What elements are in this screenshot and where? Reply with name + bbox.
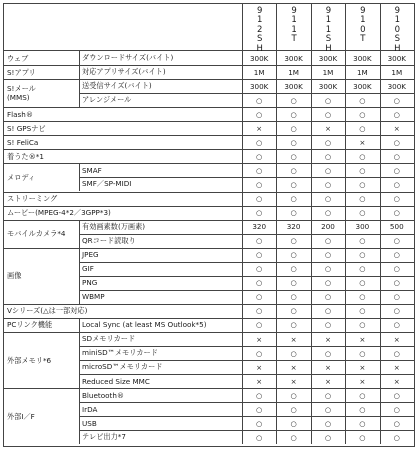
table-cell: 300K xyxy=(249,53,269,63)
table-cell: × xyxy=(324,362,331,372)
table-cell: ○ xyxy=(324,250,332,260)
table-cell: ○ xyxy=(256,264,263,274)
row-sublabel: アレンジメール xyxy=(82,95,132,105)
table-cell: × xyxy=(324,123,331,133)
row-category xyxy=(4,149,242,163)
table-cell: ○ xyxy=(393,194,400,204)
table-cell: ○ xyxy=(290,264,297,274)
row-sublabel: Reduced Size MMC xyxy=(82,376,150,386)
table-cell: ○ xyxy=(359,236,366,246)
table-cell: ○ xyxy=(393,137,400,147)
table-cell: 300K xyxy=(353,81,372,91)
model-char: 0 xyxy=(394,24,400,35)
table-cell: ○ xyxy=(290,292,297,302)
model-char: H xyxy=(325,43,332,54)
row-sublabel: 対応アプリサイズ(バイト) xyxy=(82,67,166,77)
table-cell: ○ xyxy=(324,95,332,105)
table-cell: 300K xyxy=(284,81,303,91)
model-char: 0 xyxy=(360,24,366,35)
table-cell: × xyxy=(256,362,263,372)
table-cell: ○ xyxy=(359,292,366,302)
table-cell: ○ xyxy=(359,151,366,161)
row-category xyxy=(4,332,79,388)
table-cell: × xyxy=(290,362,297,372)
table-cell: ○ xyxy=(290,194,297,204)
table-cell: ○ xyxy=(324,194,332,204)
table-cell: ○ xyxy=(256,432,263,442)
table-cell: ○ xyxy=(324,320,332,330)
table-cell: ○ xyxy=(393,418,400,428)
table-cell: 1M xyxy=(391,67,403,77)
table-cell: ○ xyxy=(393,278,400,288)
model-header xyxy=(311,4,345,54)
table-cell: ○ xyxy=(359,208,366,218)
table-cell: ○ xyxy=(324,432,332,442)
table-cell: 1M xyxy=(288,67,299,77)
table-cell: ○ xyxy=(256,390,263,400)
row-sublabel: テレビ出力*7 xyxy=(82,432,126,442)
table-cell: ○ xyxy=(359,418,366,428)
table-cell: ○ xyxy=(290,306,297,316)
table-cell: 300 xyxy=(355,222,370,232)
row-sublabel: 有効画素数(万画素) xyxy=(82,221,146,231)
model-header xyxy=(276,4,310,50)
model-char: 1 xyxy=(325,15,332,26)
table-cell: ○ xyxy=(393,165,400,175)
table-cell: 300K xyxy=(284,53,303,63)
model-char: S xyxy=(256,34,263,45)
category-text: ムービー(MPEG-4*2／3GPP*3) xyxy=(7,208,111,218)
table-cell: × xyxy=(290,376,297,386)
table-cell: 300K xyxy=(353,53,372,63)
table-cell: 300K xyxy=(387,81,406,91)
table-cell: ○ xyxy=(290,236,297,246)
category-text: S!メール xyxy=(7,84,36,94)
row-category xyxy=(4,65,79,79)
table-cell: 1M xyxy=(322,67,334,77)
table-cell: × xyxy=(393,123,400,133)
table-cell: ○ xyxy=(290,95,297,105)
table-cell: ○ xyxy=(393,109,400,119)
table-cell: × xyxy=(290,334,297,344)
table-cell: ○ xyxy=(324,418,332,428)
table-cell: ○ xyxy=(393,208,400,218)
model-char: 2 xyxy=(256,24,263,35)
table-cell: ○ xyxy=(290,348,297,358)
table-cell: ○ xyxy=(256,348,263,358)
row-category xyxy=(4,388,79,444)
row-sublabel: QRコード読取り xyxy=(82,235,136,245)
table-cell: ○ xyxy=(359,123,366,133)
row-category xyxy=(4,79,79,107)
row-sublabel: IrDA xyxy=(82,404,98,414)
table-cell: ○ xyxy=(359,306,366,316)
row-category xyxy=(4,121,242,135)
table-cell: 320 xyxy=(286,222,301,232)
table-cell: ○ xyxy=(393,306,400,316)
table-cell: ○ xyxy=(393,236,400,246)
table-cell: ○ xyxy=(359,109,366,119)
table-cell: ○ xyxy=(359,250,366,260)
row-category xyxy=(4,206,242,220)
row-category xyxy=(4,192,242,206)
table-cell: ○ xyxy=(290,432,297,442)
row-category xyxy=(4,107,242,121)
model-char: 1 xyxy=(360,15,366,26)
table-cell: ○ xyxy=(359,278,366,288)
category-text: (MMS) xyxy=(7,93,30,103)
row-sublabel: Local Sync (at least MS Outlook*5) xyxy=(82,320,207,330)
category-text: Flash® xyxy=(7,109,34,119)
model-char: 9 xyxy=(256,6,263,16)
row-category xyxy=(4,135,242,149)
table-cell: ○ xyxy=(290,404,297,414)
table-cell: × xyxy=(359,362,366,372)
header-blank xyxy=(4,4,242,50)
table-cell: 300K xyxy=(318,53,338,63)
table-cell: ○ xyxy=(324,151,332,161)
row-sublabel: SMAF xyxy=(82,165,102,175)
model-char: S xyxy=(394,34,400,45)
table-cell: ○ xyxy=(393,95,400,105)
row-sublabel: Bluetooth® xyxy=(82,390,125,400)
model-char: T xyxy=(291,34,297,45)
row-sublabel: SMF／SP-MIDI xyxy=(82,179,132,189)
table-cell: ○ xyxy=(324,404,332,414)
table-cell: 300K xyxy=(249,81,269,91)
category-text: 画像 xyxy=(7,271,22,281)
table-cell: ○ xyxy=(290,418,297,428)
table-cell: ○ xyxy=(359,165,366,175)
table-cell: × xyxy=(256,376,263,386)
category-text: PCリンク機能 xyxy=(7,320,53,330)
model-char: 1 xyxy=(291,15,297,26)
row-sublabel: PNG xyxy=(82,278,98,288)
table-cell: ○ xyxy=(359,194,366,204)
model-char: H xyxy=(394,43,401,54)
category-text: S! FeliCa xyxy=(7,137,39,147)
row-sublabel: microSD™メモリカード xyxy=(82,362,163,372)
table-cell: ○ xyxy=(393,151,400,161)
table-cell: × xyxy=(393,334,400,344)
table-cell: 320 xyxy=(252,222,267,232)
model-char: S xyxy=(325,34,332,45)
table-cell: ○ xyxy=(324,278,332,288)
table-cell: ○ xyxy=(290,179,297,189)
table-cell: × xyxy=(256,334,263,344)
table-cell: ○ xyxy=(393,264,400,274)
table-cell: ○ xyxy=(256,418,263,428)
table-cell: ○ xyxy=(256,109,263,119)
table-cell: ○ xyxy=(324,179,332,189)
table-cell: ○ xyxy=(324,292,332,302)
row-sublabel: WBMP xyxy=(82,292,105,302)
table-cell: × xyxy=(324,376,331,386)
table-cell: ○ xyxy=(256,165,263,175)
row-sublabel: ダウンロードサイズ(バイト) xyxy=(82,53,174,63)
table-cell: ○ xyxy=(324,348,332,358)
category-text: Vシリーズ(△は一部対応) xyxy=(7,306,88,316)
table-cell: ○ xyxy=(324,306,332,316)
row-category xyxy=(4,248,79,304)
table-cell: × xyxy=(324,334,331,344)
row-sublabel: 送受信サイズ(バイト) xyxy=(82,81,152,91)
table-cell: ○ xyxy=(324,109,332,119)
table-cell: 200 xyxy=(321,222,335,232)
table-cell: ○ xyxy=(256,137,263,147)
model-char: H xyxy=(256,43,263,54)
row-sublabel: miniSD™メモリカード xyxy=(82,348,158,358)
table-cell: ○ xyxy=(359,390,366,400)
table-cell: ○ xyxy=(290,151,297,161)
table-cell: ○ xyxy=(256,250,263,260)
row-category xyxy=(4,163,79,191)
table-cell: ○ xyxy=(290,390,297,400)
model-char: 9 xyxy=(325,6,332,16)
model-char: 9 xyxy=(360,6,366,16)
model-char: 1 xyxy=(291,24,297,35)
category-text: モバイルカメラ*4 xyxy=(7,229,66,239)
table-cell: ○ xyxy=(393,404,400,414)
table-cell: ○ xyxy=(256,194,263,204)
table-cell: ○ xyxy=(256,151,263,161)
table-cell: ○ xyxy=(393,320,400,330)
category-text: ストリーミング xyxy=(7,194,58,204)
table-cell: ○ xyxy=(256,404,263,414)
table-cell: ○ xyxy=(393,179,400,189)
model-char: 1 xyxy=(325,24,332,35)
table-cell: 500 xyxy=(389,222,404,232)
table-cell: ○ xyxy=(256,95,263,105)
table-cell: × xyxy=(393,376,400,386)
table-cell: ○ xyxy=(393,292,400,302)
table-cell: ○ xyxy=(359,95,366,105)
model-char: T xyxy=(360,34,366,45)
row-category xyxy=(4,220,79,248)
category-text: 着うた®*1 xyxy=(7,151,44,161)
model-char: 9 xyxy=(394,6,400,16)
table-cell: × xyxy=(256,123,263,133)
table-cell: ○ xyxy=(290,320,297,330)
table-cell: 1M xyxy=(356,67,368,77)
table-cell: ○ xyxy=(290,137,297,147)
table-cell: ○ xyxy=(393,390,400,400)
table-cell: ○ xyxy=(324,236,332,246)
table-cell: ○ xyxy=(324,137,332,147)
table-cell: ○ xyxy=(359,432,366,442)
table-cell: ○ xyxy=(290,278,297,288)
row-sublabel: GIF xyxy=(82,264,94,274)
table-cell: ○ xyxy=(393,348,400,358)
model-header xyxy=(380,4,414,54)
table-cell: ○ xyxy=(324,165,332,175)
category-text: S! GPSナビ xyxy=(7,123,46,133)
table-cell: ○ xyxy=(359,179,366,189)
category-text: 外部I／F xyxy=(7,411,35,421)
table-cell: ○ xyxy=(359,320,366,330)
row-category xyxy=(4,304,242,318)
table-cell: × xyxy=(359,137,366,147)
row-category xyxy=(4,318,79,332)
model-char: 9 xyxy=(291,6,297,16)
table-cell: 1M xyxy=(253,67,265,77)
model-char: 1 xyxy=(394,15,400,26)
table-cell: × xyxy=(359,334,366,344)
category-text: 外部メモリ*6 xyxy=(7,355,52,365)
table-cell: ○ xyxy=(290,109,297,119)
table-cell: ○ xyxy=(290,208,297,218)
row-sublabel: JPEG xyxy=(82,250,99,260)
model-header xyxy=(242,4,276,54)
row-sublabel: USB xyxy=(82,418,97,428)
category-text: メロディ xyxy=(7,172,36,182)
table-cell: ○ xyxy=(324,390,332,400)
table-cell: ○ xyxy=(393,250,400,260)
table-cell: ○ xyxy=(290,165,297,175)
table-cell: ○ xyxy=(256,236,263,246)
row-category xyxy=(4,51,79,65)
model-header xyxy=(345,4,379,50)
table-header xyxy=(4,4,414,54)
table-cell: ○ xyxy=(256,306,263,316)
table-cell: ○ xyxy=(359,404,366,414)
table-cell: × xyxy=(393,362,400,372)
table-cell: ○ xyxy=(290,250,297,260)
spec-table xyxy=(3,3,415,447)
table-cell: ○ xyxy=(256,292,263,302)
table-cell: ○ xyxy=(359,264,366,274)
table-cell: ○ xyxy=(256,278,263,288)
table-cell: 300K xyxy=(387,53,406,63)
table-cell: ○ xyxy=(359,348,366,358)
category-text: ウェブ xyxy=(7,53,29,63)
table-cell: ○ xyxy=(256,179,263,189)
table-cell: ○ xyxy=(393,432,400,442)
model-char: 1 xyxy=(256,15,263,26)
table-cell: 300K xyxy=(318,81,338,91)
table-cell: ○ xyxy=(290,123,297,133)
row-sublabel: SDメモリカード xyxy=(82,334,136,344)
table-cell: ○ xyxy=(256,208,263,218)
table-cell: ○ xyxy=(324,208,332,218)
category-text: S!アプリ xyxy=(7,67,36,77)
table-cell: ○ xyxy=(256,320,263,330)
table-cell: × xyxy=(359,376,366,386)
table-cell: ○ xyxy=(324,264,332,274)
